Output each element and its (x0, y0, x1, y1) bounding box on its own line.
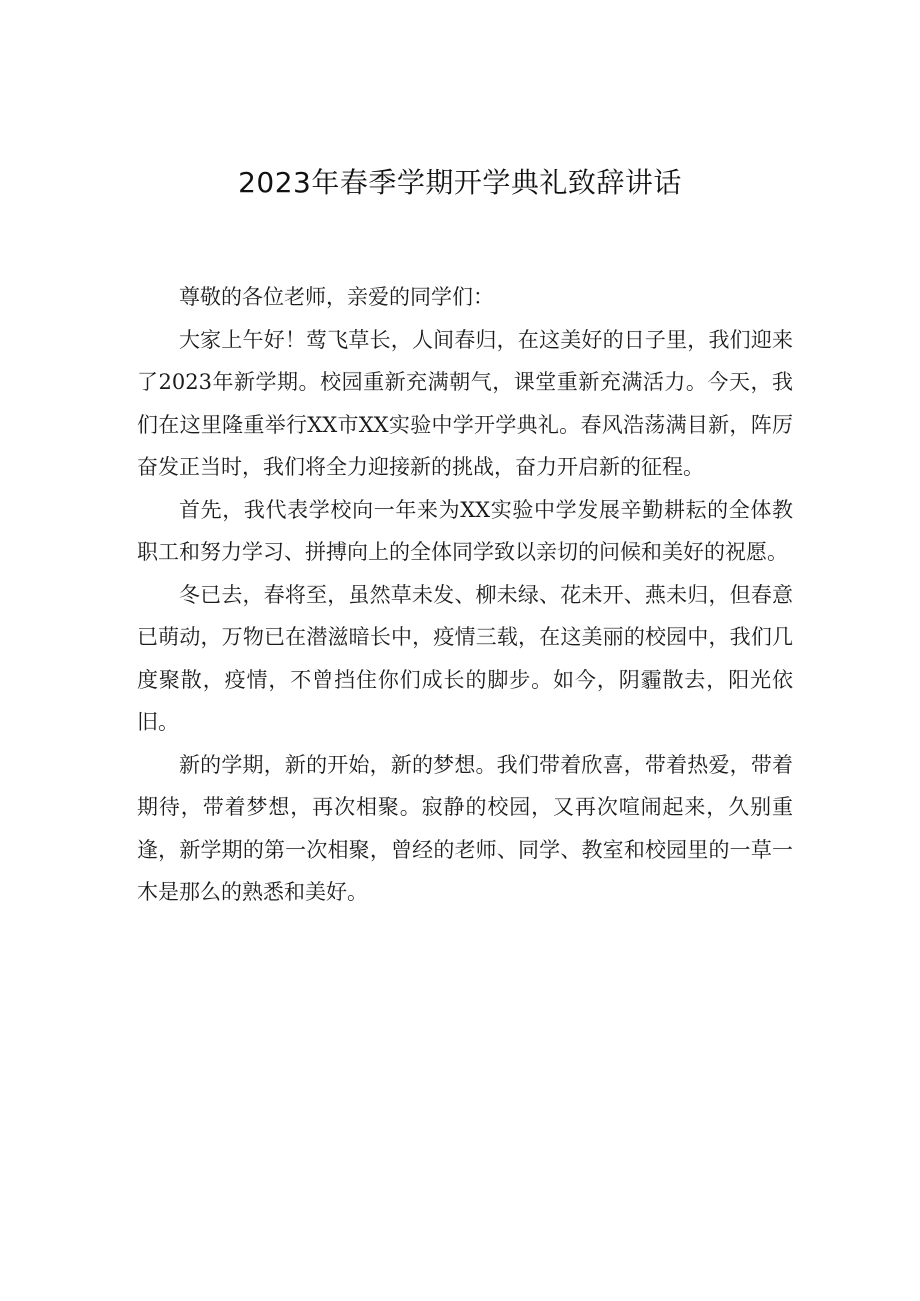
greeting-paragraph: 大家上午好！莺飞草长，人间春归，在这美好的日子里，我们迎来了2023年新学期。校园重新充满朝气，课堂重新充满活力。今天，我们在这里隆重举行XX市XX实验中学开学典礼。春风浩荡满目新，阵厉奋发正当时，我们将全力迎接新的挑战，奋力开启新的征程。 (137, 327, 793, 479)
new-semester-paragraph: 新的学期，新的开始，新的梦想。我们带着欣喜，带着热爱，带着期待，带着梦想，再次相聚。寂静的校园，又再次喧闹起来，久别重逢，新学期的第一次相聚，曾经的老师、同学、教室和校园里的一草一木是那么的熟悉和美好。 (137, 752, 793, 904)
document-title: 2023年春季学期开学典礼致辞讲话 (238, 166, 682, 199)
thanks-paragraph: 首先，我代表学校向一年来为XX实验中学发展辛勤耕耘的全体教职工和努力学习、拼搏向上的全体同学致以亲切的问候和美好的祝愿。 (137, 497, 793, 564)
salutation-paragraph: 尊敬的各位老师，亲爱的同学们： (179, 285, 494, 309)
document-body (137, 276, 793, 914)
winter-spring-paragraph: 冬已去，春将至，虽然草未发、柳未绿、花未开、燕未归，但春意已萌动，万物已在潜滋暗长中，疫情三载，在这美丽的校园中，我们几度聚散，疫情，不曾挡住你们成长的脚步。如今，阴霾散去，阳光依旧。 (137, 582, 793, 734)
